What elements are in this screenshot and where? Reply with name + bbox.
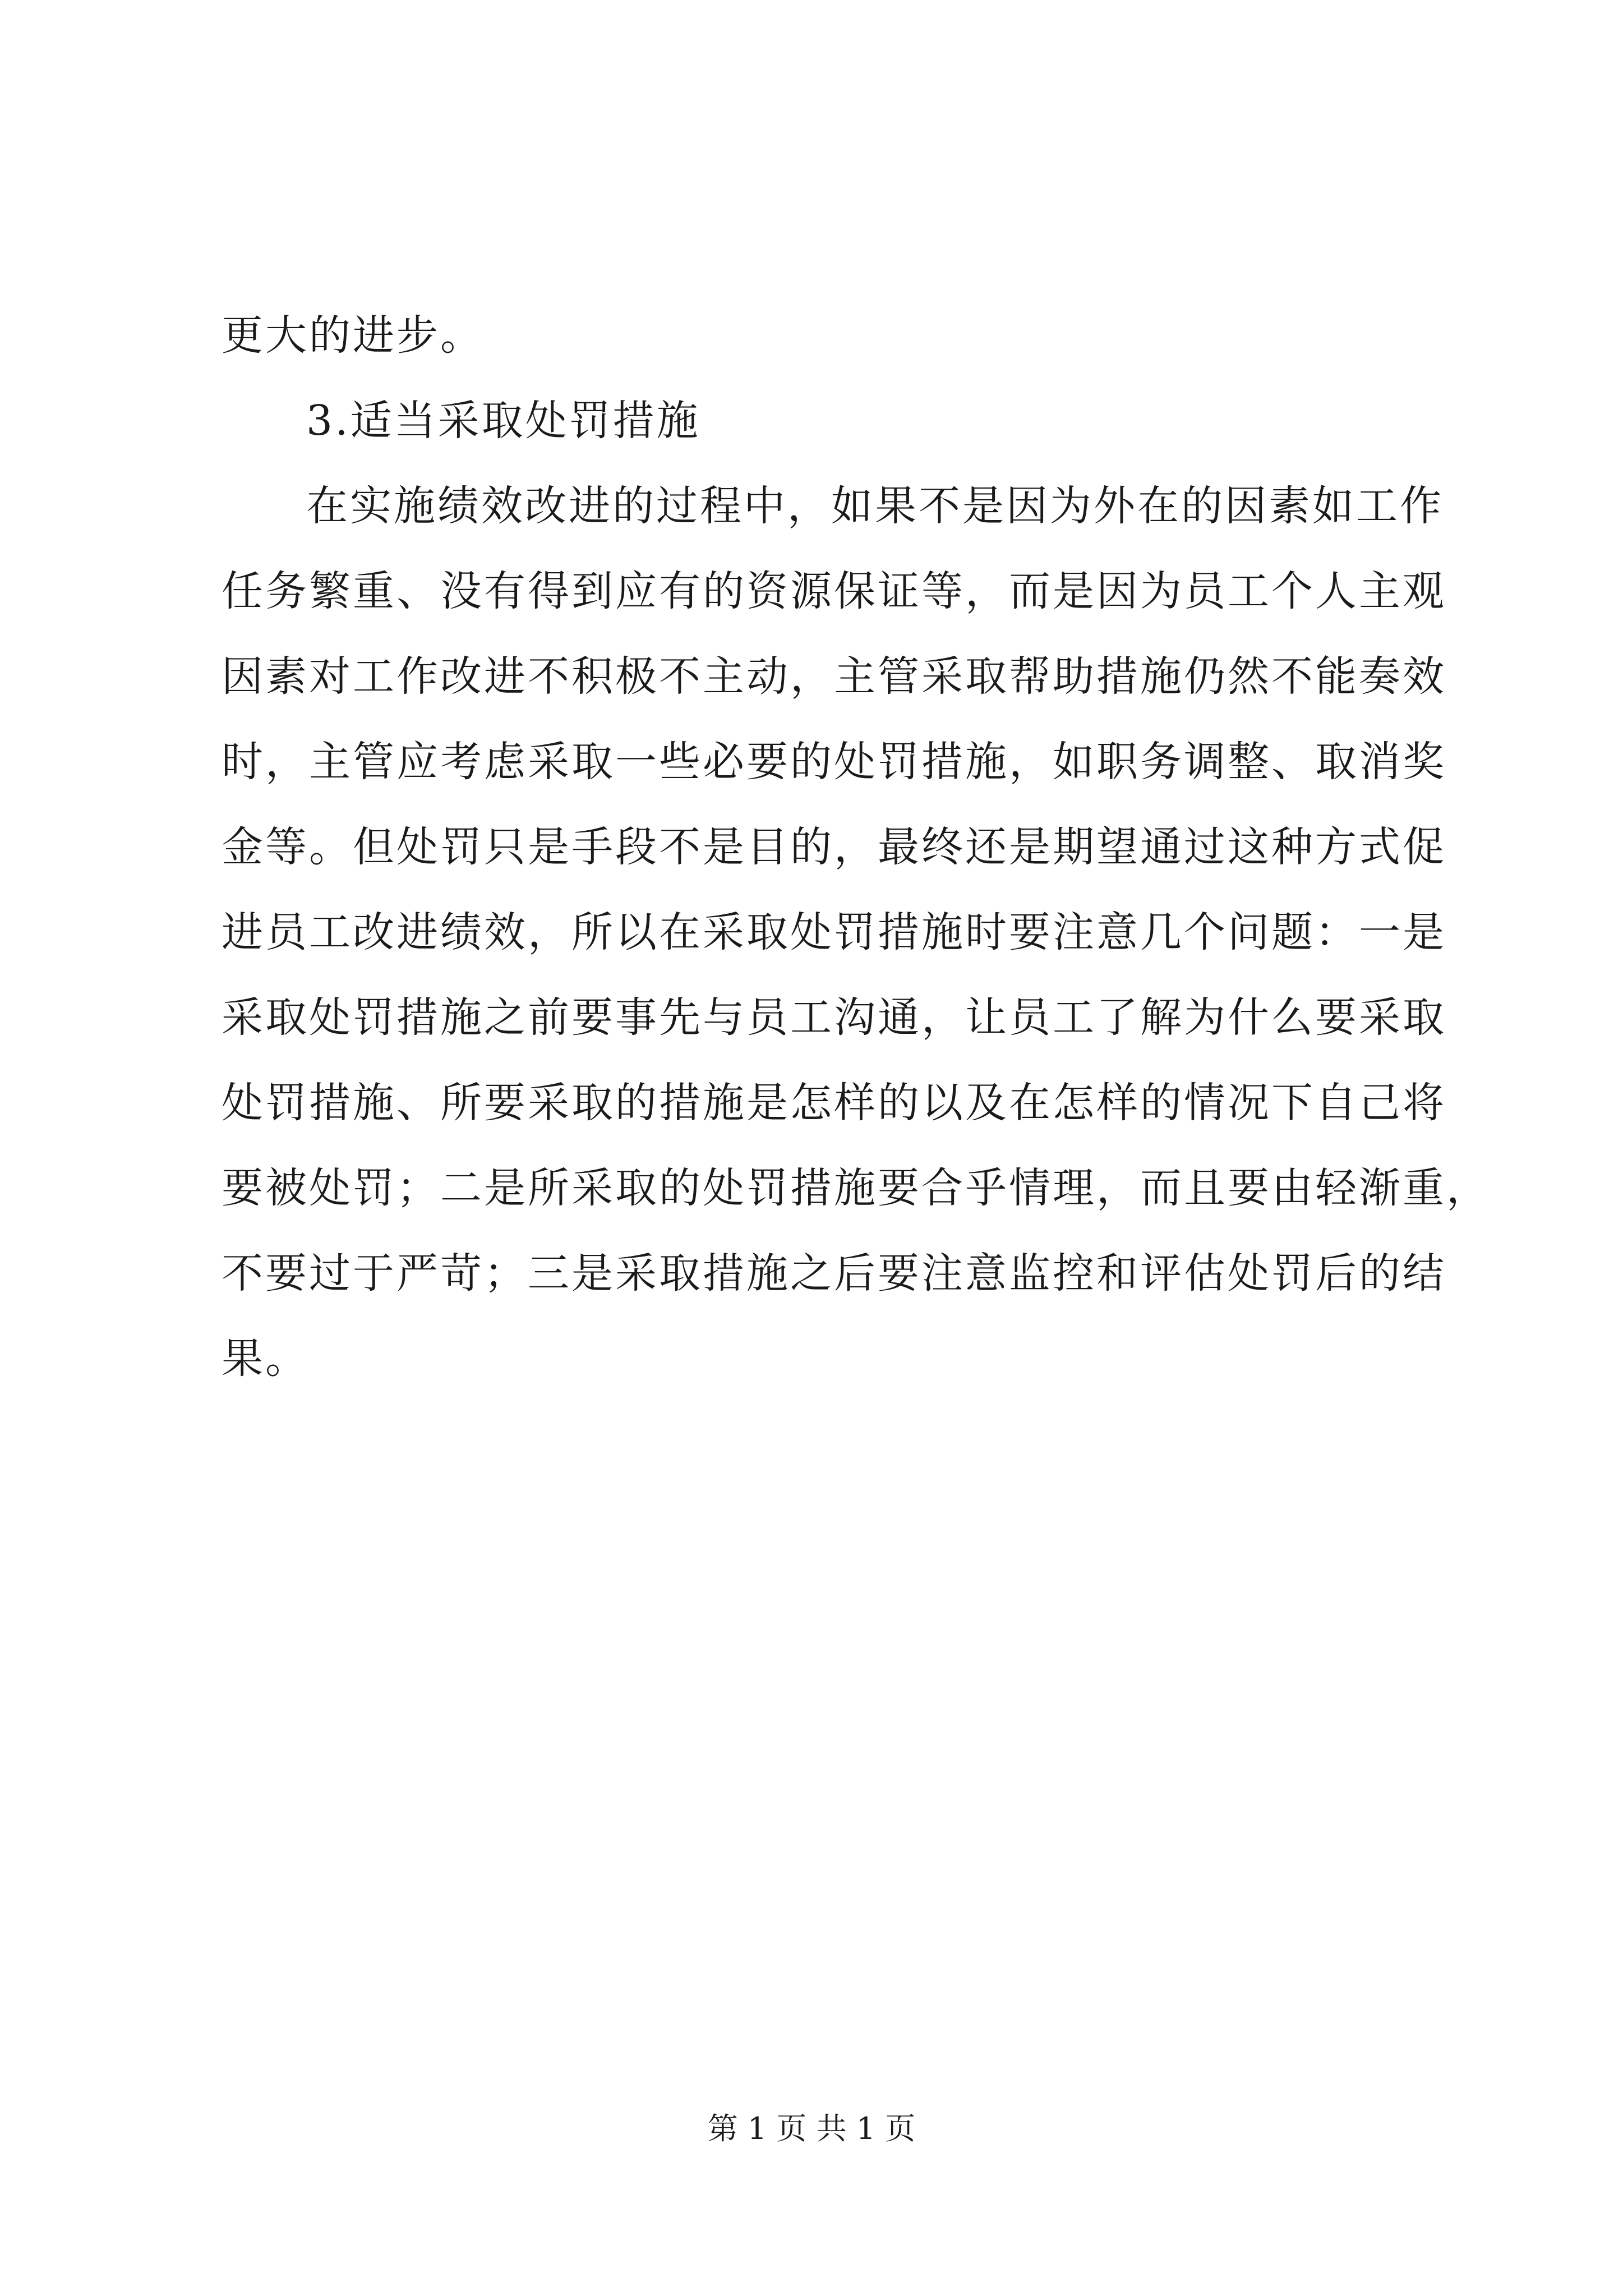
paragraph-line: 果。 — [222, 1335, 309, 1383]
paragraph-line: 因素对工作改进不积极不主动，主管采取帮助措施仍然不能奏效 — [222, 652, 1446, 701]
paragraph-line: 要被处罚；二是所采取的处罚措施要合乎情理，而且要由轻渐重， — [222, 1164, 1490, 1212]
paragraph-line: 任务繁重、没有得到应有的资源保证等，而是因为员工个人主观 — [222, 567, 1446, 615]
paragraph-line: 处罚措施、所要采取的措施是怎样的以及在怎样的情况下自己将 — [222, 1079, 1446, 1127]
paragraph-line: 金等。但处罚只是手段不是目的，最终还是期望通过这种方式促 — [222, 823, 1446, 871]
paragraph-line: 进员工改进绩效，所以在采取处罚措施时要注意几个问题：一是 — [222, 908, 1446, 956]
page-footer: 第 1 页 共 1 页 — [707, 2111, 916, 2146]
section-heading: 3.适当采取处罚措施 — [306, 397, 700, 445]
paragraph-line: 不要过于严苛；三是采取措施之后要注意监控和评估处罚后的结 — [222, 1249, 1446, 1297]
paragraph-line: 在实施绩效改进的过程中，如果不是因为外在的因素如工作 — [306, 482, 1444, 530]
paragraph-line: 时，主管应考虑采取一些必要的处罚措施，如职务调整、取消奖 — [222, 738, 1446, 786]
paragraph-line: 采取处罚措施之前要事先与员工沟通，让员工了解为什么要采取 — [222, 993, 1446, 1042]
paragraph-continuation-line: 更大的进步。 — [222, 311, 484, 360]
